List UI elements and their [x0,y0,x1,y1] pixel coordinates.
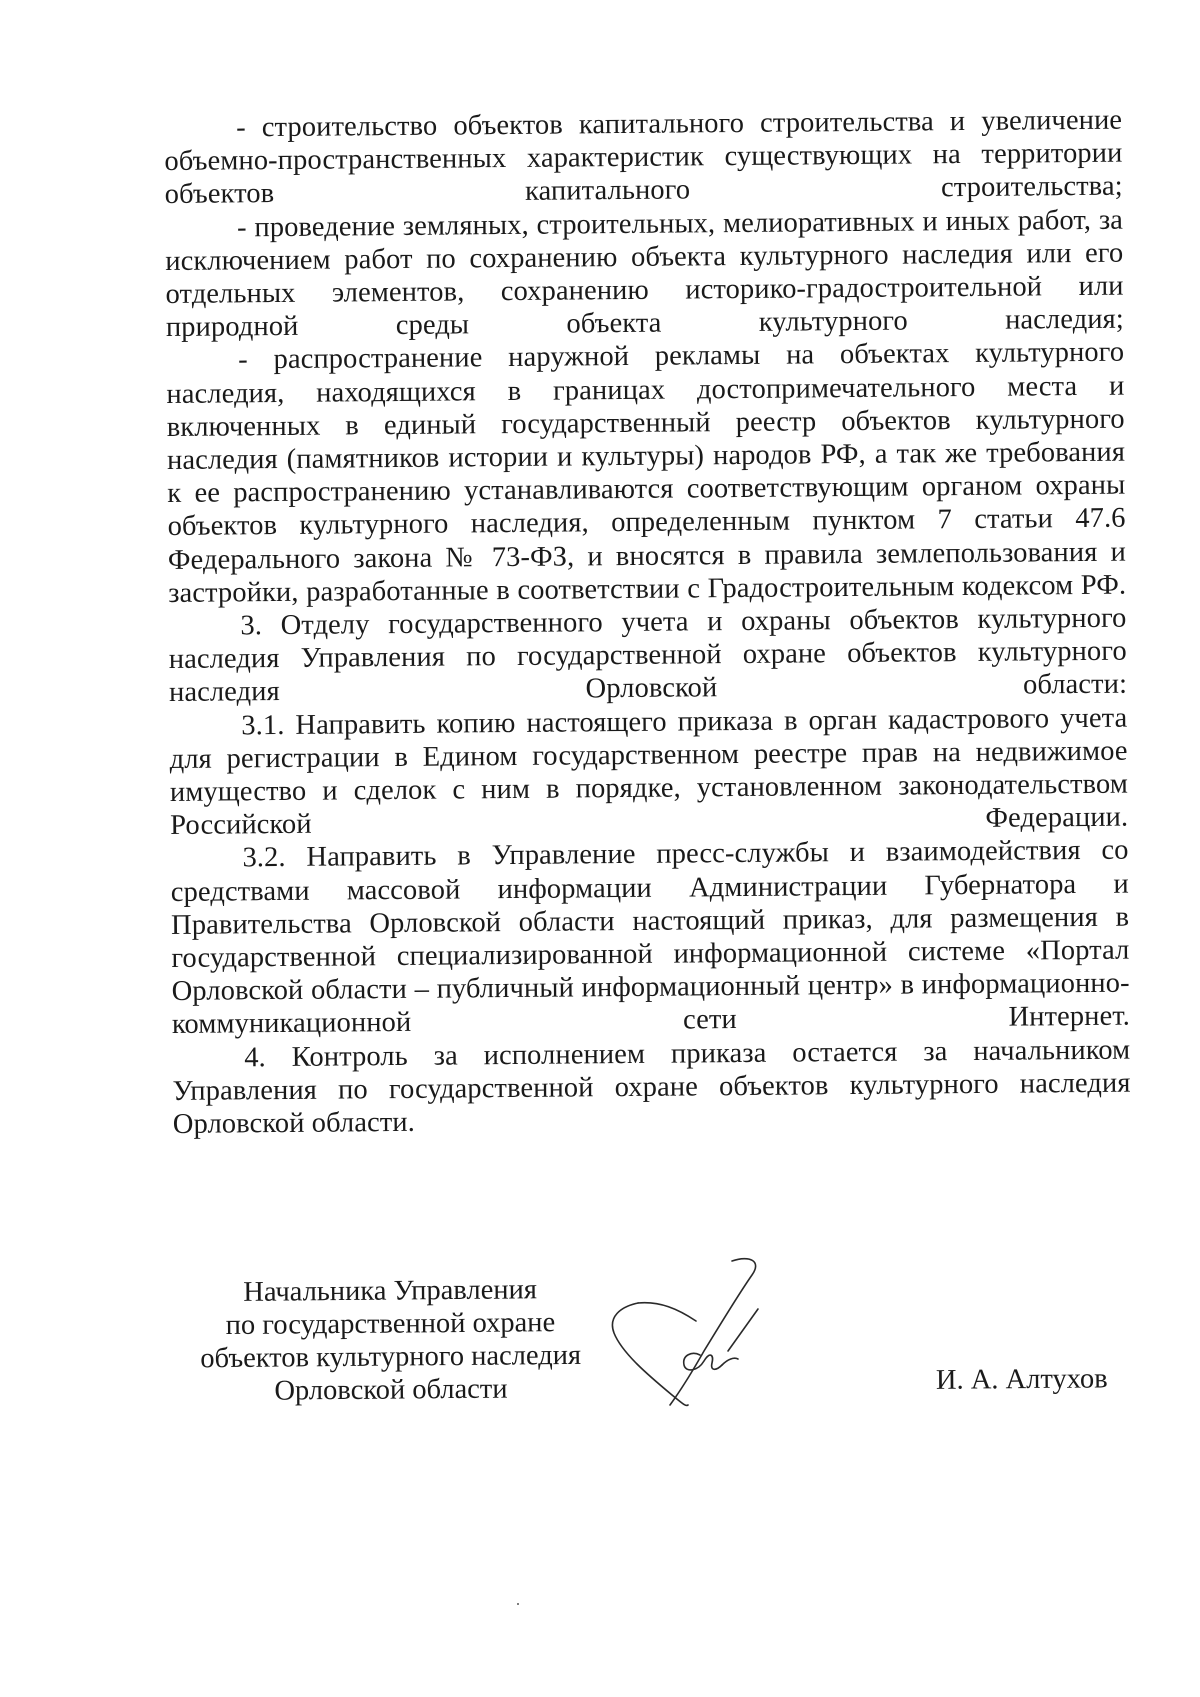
paragraph-item-4: 4. Контроль за исполнением приказа остается за начальником Управления по государственной охране объектов культурного наследия Орловской области. [172,1034,1131,1141]
signatory-position-line: Начальника Управления [243,1274,538,1308]
signatory-position-line: Орловской области [274,1373,508,1407]
paragraph-earthworks: - проведение земляных, строительных, мелиоративных и иных работ, за исключением работ по сохранению объекта культурного наследия или его отдельных элементов, сохранению историко-градостроительной или природной среды объекта культурного наследия; [165,204,1124,344]
signatory-position-line: по государственной охране [225,1307,556,1342]
paragraph-construction: - строительство объектов капитального строительства и увеличение объемно-пространственных характеристик существующих на территории объектов капитального строительства; [164,104,1123,211]
signatory-position [170,1273,611,1409]
signatory-name: И. А. Алтухов [935,1363,1108,1396]
scan-speck [517,1603,519,1605]
handwritten-signature [600,1255,840,1435]
document-body [164,104,1131,1142]
signatory-position-line: объектов культурного наследия [200,1339,582,1375]
paragraph-item-3: 3. Отделу государственного учета и охраны объектов культурного наследия Управления по государственной охране объектов культурного наследия Орловской области: [168,602,1128,709]
paragraph-advertising: - распространение наружной рекламы на объектах культурного наследия, находящихся в границах достопримечательного места и включенных в единый государственный реестр объектов культурного наследия (памятников истории и культуры) народов РФ, а так же требования к ее распространению устанавливаются соответствующим органом охраны объектов культурного наследия, определенным пунктом 7 статьи 47.6 Федерального закона № 73-ФЗ, и вносятся в правила землепользования и застройки, разработанные в соответствии с Градостроительным кодексом РФ. [166,337,1127,609]
paragraph-item-3-2: 3.2. Направить в Управление пресс-службы и взаимодействия со средствами массовой информации Администрации Губернатора и Правительства Орловской области настоящий приказ, для размещения в государственной специализированной информационной системе «Портал Орловской области – публичный информационный центр» в информационно-коммуникационной сети Интернет. [170,835,1131,1041]
paragraph-item-3-1: 3.1. Направить копию настоящего приказа в орган кадастрового учета для регистрации в Едином государственном реестре прав на недвижимое имущество и сделок с ним в порядке, установленном законодательством Российской Федерации. [169,702,1129,842]
